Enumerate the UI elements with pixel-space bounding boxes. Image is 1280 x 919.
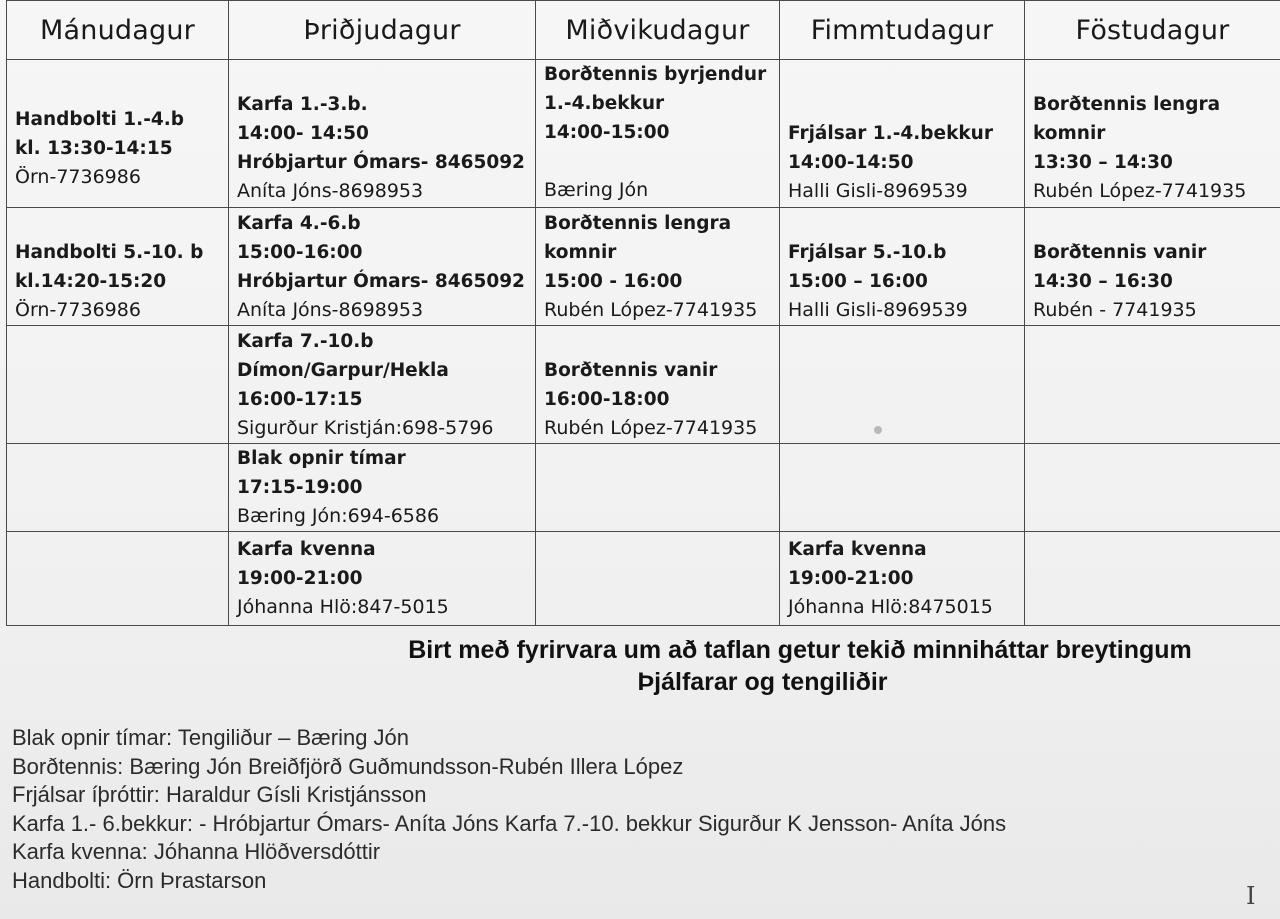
session-title: Borðtennis vanir	[1033, 241, 1207, 263]
cell-spacer	[788, 209, 1016, 238]
schedule-cell-friday	[1025, 208, 1280, 326]
cell-spacer	[544, 147, 771, 176]
session-time: 17:15-19:00	[237, 477, 363, 498]
session-title: 1.-4.bekkur	[544, 93, 665, 114]
coach-contact: Halli Gisli-8969539	[788, 180, 968, 202]
coach-contact: Örn-7736986	[15, 165, 141, 188]
session-title: Dímon/Garpur/Hekla	[237, 359, 449, 381]
cell-spacer	[1033, 61, 1272, 90]
contact-line-frjalsar: Frjálsar íþróttir: Haraldur Gísli Kristjánsson	[12, 782, 427, 807]
session-title: Frjálsar 1.-4.bekkur	[788, 123, 993, 144]
schedule-cell-friday	[1025, 444, 1280, 532]
schedule-cell-friday	[1025, 60, 1280, 208]
schedule-cell-wednesday	[536, 208, 780, 326]
session-time: kl. 13:30-14:15	[15, 137, 173, 159]
session-time: 15:00 - 16:00	[544, 270, 683, 292]
schedule-cell-thursday	[780, 60, 1025, 208]
coach-contact: Jóhanna Hlö:8475015	[788, 596, 993, 618]
schedule-row	[7, 326, 1280, 444]
schedule-row	[7, 60, 1280, 208]
schedule-cell-friday	[1025, 532, 1280, 626]
text-cursor-icon: I	[1246, 882, 1256, 910]
session-time: 13:30 – 14:30	[1033, 152, 1173, 173]
session-title: Blak opnir tímar	[237, 448, 406, 469]
cell-spacer	[237, 61, 527, 90]
schedule-cell-monday	[7, 326, 229, 444]
schedule-cell-monday	[7, 444, 229, 532]
day-header-wednesday: Miðvikudagur	[536, 1, 780, 60]
schedule-cell-monday	[7, 532, 229, 626]
day-header-tuesday: Þriðjudagur	[229, 1, 536, 60]
session-title: komnir	[1033, 123, 1106, 144]
session-title: Borðtennis lengra	[1033, 94, 1221, 115]
day-header-thursday: Fimmtudagur	[780, 1, 1025, 60]
contact-line-karfa: Karfa 1.- 6.bekkur: - Hróbjartur Ómars- Aníta Jóns Karfa 7.-10. bekkur Sigurður K Jensson- Aníta Jóns	[12, 810, 1007, 836]
schedule-cell-tuesday	[229, 326, 536, 444]
session-time: 16:00-18:00	[544, 388, 670, 410]
disclaimer-notice: Birt með fyrirvara um að taflan getur tekið minniháttar breytingum	[408, 636, 1192, 664]
session-time: 14:30 – 16:30	[1033, 270, 1173, 292]
cell-spacer	[788, 90, 1016, 119]
session-title: Handbolti 1.-4.b	[15, 108, 185, 130]
session-title: Hróbjartur Ómars- 8465092	[237, 152, 525, 173]
session-title: Borðtennis byrjendur	[544, 64, 767, 85]
coach-contact: Rubén López-7741935	[544, 298, 758, 321]
coach-contact: Halli Gisli-8969539	[788, 298, 968, 321]
contact-line-handbolti: Handbolti: Örn Þrastarson	[12, 867, 267, 893]
coach-contact: Bæring Jón:694-6586	[237, 505, 440, 527]
contact-line-bordtennis: Borðtennis: Bæring Jón Breiðfjörð Guðmundsson-Rubén Illera López	[12, 753, 684, 779]
cell-spacer	[788, 61, 1016, 90]
cell-spacer	[1033, 209, 1272, 238]
session-time: 14:00-14:50	[788, 152, 914, 173]
session-time: kl.14:20-15:20	[15, 270, 167, 292]
day-header-row	[7, 1, 1280, 60]
coaches-heading: Þjálfarar og tengiliðir	[637, 668, 888, 696]
session-time: 16:00-17:15	[237, 388, 363, 410]
coach-contact: Aníta Jóns-8698953	[237, 298, 424, 321]
coach-contact: Rubén - 7741935	[1033, 298, 1197, 321]
session-time: 14:00-15:00	[544, 122, 670, 143]
schedule-row	[7, 208, 1280, 326]
schedule-cell-tuesday	[229, 60, 536, 208]
cell-spacer	[15, 209, 220, 238]
schedule-cell-wednesday	[536, 326, 780, 444]
schedule-cell-tuesday	[229, 208, 536, 326]
contact-line-blak: Blak opnir tímar: Tengiliður – Bæring Jón	[12, 725, 410, 750]
coach-contact: Rubén López-7741935	[1033, 180, 1247, 202]
contact-line-karfa-kvenna: Karfa kvenna: Jóhanna Hlöðversdóttir	[12, 839, 381, 864]
session-title: Karfa 1.-3.b.	[237, 94, 368, 115]
schedule-cell-wednesday	[536, 444, 780, 532]
cell-spacer	[15, 76, 220, 105]
schedule-cell-monday	[7, 60, 229, 208]
schedule-cell-monday	[7, 208, 229, 326]
smudge-dot	[874, 426, 882, 434]
coach-contact: Aníta Jóns-8698953	[237, 180, 424, 202]
weekly-schedule-table	[6, 0, 1280, 626]
schedule-cell-friday	[1025, 326, 1280, 444]
schedule-row	[7, 444, 1280, 532]
session-title: Karfa 4.-6.b	[237, 212, 361, 234]
session-time: 19:00-21:00	[237, 568, 363, 589]
coach-contact: Bæring Jón	[544, 179, 649, 201]
coach-contact: Örn-7736986	[15, 298, 141, 321]
schedule-cell-wednesday	[536, 60, 780, 208]
session-title: Hróbjartur Ómars- 8465092	[237, 270, 525, 292]
session-title: Borðtennis vanir	[544, 359, 718, 381]
session-time: 19:00-21:00	[788, 568, 914, 589]
schedule-cell-tuesday	[229, 532, 536, 626]
session-time: 15:00-16:00	[237, 241, 363, 263]
coach-contact: Sigurður Kristján:698-5796	[237, 416, 494, 439]
session-title: komnir	[544, 241, 617, 263]
session-title: Karfa kvenna	[788, 539, 927, 560]
session-title: Karfa kvenna	[237, 539, 376, 560]
schedule-cell-wednesday	[536, 532, 780, 626]
schedule-cell-thursday	[780, 532, 1025, 626]
day-header-friday: Föstudagur	[1025, 1, 1280, 60]
schedule-cell-thursday	[780, 444, 1025, 532]
cell-spacer	[544, 327, 771, 356]
schedule-cell-tuesday	[229, 444, 536, 532]
schedule-cell-thursday	[780, 326, 1025, 444]
session-time: 14:00- 14:50	[237, 123, 369, 144]
schedule-row	[7, 532, 1280, 626]
day-header-monday: Mánudagur	[7, 1, 229, 60]
coach-contact: Jóhanna Hlö:847-5015	[237, 596, 449, 618]
contacts-list	[12, 724, 1006, 895]
coach-contact: Rubén López-7741935	[544, 416, 758, 439]
session-time: 15:00 – 16:00	[788, 270, 928, 292]
schedule-cell-thursday	[780, 208, 1025, 326]
session-title: Handbolti 5.-10. b	[15, 241, 204, 263]
session-title: Karfa 7.-10.b	[237, 330, 374, 352]
session-title: Frjálsar 5.-10.b	[788, 241, 947, 263]
session-title: Borðtennis lengra	[544, 212, 732, 234]
